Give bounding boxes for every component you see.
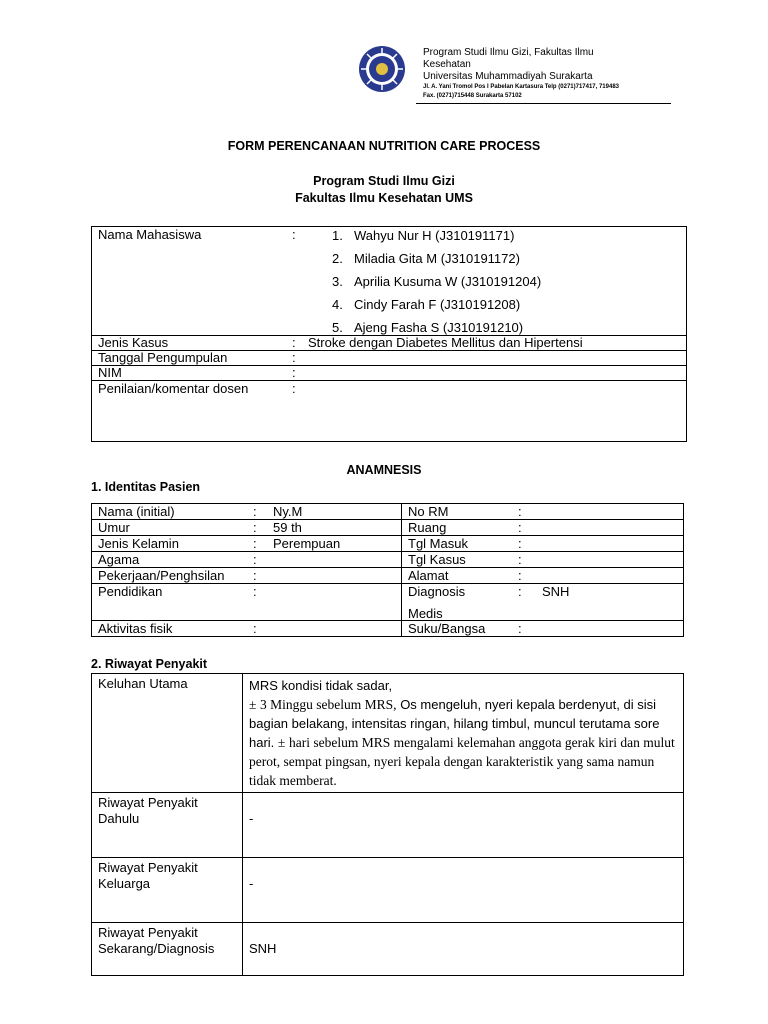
header-divider: [416, 103, 671, 104]
table-row: Jenis Kelamin : Perempuan Tgl Masuk :: [92, 536, 684, 552]
university-logo-icon: [357, 44, 407, 94]
keluarga-label: Riwayat Penyakit: [98, 860, 198, 875]
penilaian-row: Penilaian/komentar dosen :: [92, 381, 687, 442]
nama-mahasiswa-row: [92, 227, 687, 336]
nim-label: NIM: [98, 365, 122, 380]
anamnesis-title: ANAMNESIS: [346, 463, 422, 477]
keluhan-value: MRS kondisi tidak sadar, ± 3 Minggu sebelum MRS, Os mengeluh, nyeri kepala berdenyut, di sisi bagian belakang, intensitas ringan, hilang timbul, muncul terutama sore hari. ± hari sebelum MRS mengalami kelemahan anggota gerak kiri dan mulut perot, sempat pingsan, nyeri kepala dengan karakteristik yang sama namun tidak memberat.: [243, 674, 684, 793]
identitas-pasien-table: [91, 503, 684, 637]
table-row: Riwayat Penyakit Keluarga -: [92, 858, 684, 923]
header-address-1: Jl. A. Yani Tromol Pos I Pabelan Kartasura Telp (0271)717417, 719483: [423, 84, 619, 90]
aktivitas-label: Aktivitas fisik: [98, 621, 173, 636]
suku-label: Suku/Bangsa: [408, 621, 486, 636]
tanggal-label: Tanggal Pengumpulan: [98, 350, 228, 365]
tanggal-row: Tanggal Pengumpulan :: [92, 351, 687, 366]
list-item: 5. Ajeng Fasha S (J310191210): [332, 320, 524, 335]
sekarang-label: Riwayat Penyakit: [98, 925, 198, 940]
penilaian-label: Penilaian/komentar dosen: [98, 381, 249, 396]
keluarga-value: -: [243, 858, 684, 923]
riwayat-penyakit-table: [91, 673, 684, 976]
header-line-2: Kesehatan: [423, 59, 471, 70]
subtitle-program: Program Studi Ilmu Gizi: [313, 174, 455, 188]
jenis-kasus-row: Jenis Kasus : Stroke dengan Diabetes Mellitus dan Hipertensi: [92, 336, 687, 351]
list-item: 4. Cindy Farah F (J310191208): [332, 297, 521, 312]
table-row: Pendidikan : Diagnosis : SNH Medis: [92, 584, 684, 621]
section-identitas-heading: 1. Identitas Pasien: [91, 480, 201, 494]
header-line-1: Program Studi Ilmu Gizi, Fakultas Ilmu: [423, 47, 594, 58]
list-item: 1. Wahyu Nur H (J310191171): [332, 228, 515, 243]
header-line-3: Universitas Muhammadiyah Surakarta: [423, 71, 593, 82]
dahulu-value: -: [243, 793, 684, 858]
table-row: Nama (initial) : Ny.M No RM :: [92, 504, 684, 520]
table-row: Umur : 59 th Ruang :: [92, 520, 684, 536]
list-item: 2. Miladia Gita M (J310191172): [332, 251, 520, 266]
header-address-2: Fax. (0271)715448 Surakarta 57102: [423, 93, 522, 99]
nim-row: NIM :: [92, 366, 687, 381]
jenis-kasus-value: Stroke dengan Diabetes Mellitus dan Hipertensi: [308, 335, 583, 350]
table-row: Aktivitas fisik : Suku/Bangsa :: [92, 621, 684, 637]
table-row: Agama : Tgl Kasus :: [92, 552, 684, 568]
jenis-kasus-label: Jenis Kasus: [98, 335, 169, 350]
diagnosis-label: Diagnosis: [408, 584, 466, 599]
table-row: Riwayat Penyakit Sekarang/Diagnosis SNH: [92, 923, 684, 976]
section-riwayat-heading: 2. Riwayat Penyakit: [91, 657, 208, 671]
dahulu-label: Riwayat Penyakit: [98, 795, 198, 810]
table-row: [92, 674, 684, 793]
pendidikan-label: Pendidikan: [98, 584, 163, 599]
colon: :: [292, 227, 296, 242]
keluhan-label: Keluhan Utama: [92, 674, 243, 793]
table-row: Pekerjaan/Penghsilan : Alamat :: [92, 568, 684, 584]
table-row: Riwayat Penyakit Dahulu -: [92, 793, 684, 858]
diagnosis-label-medis: Medis: [408, 606, 443, 621]
student-info-table: [91, 226, 687, 442]
subtitle-faculty: Fakultas Ilmu Kesehatan UMS: [295, 191, 473, 205]
diagnosis-value: SNH: [542, 584, 570, 599]
list-item: 3. Aprilia Kusuma W (J310191204): [332, 274, 542, 289]
student-list: [332, 227, 541, 342]
sekarang-value: SNH: [243, 923, 684, 976]
nama-mahasiswa-label: Nama Mahasiswa: [98, 227, 202, 242]
page-title: FORM PERENCANAAN NUTRITION CARE PROCESS: [227, 139, 541, 153]
